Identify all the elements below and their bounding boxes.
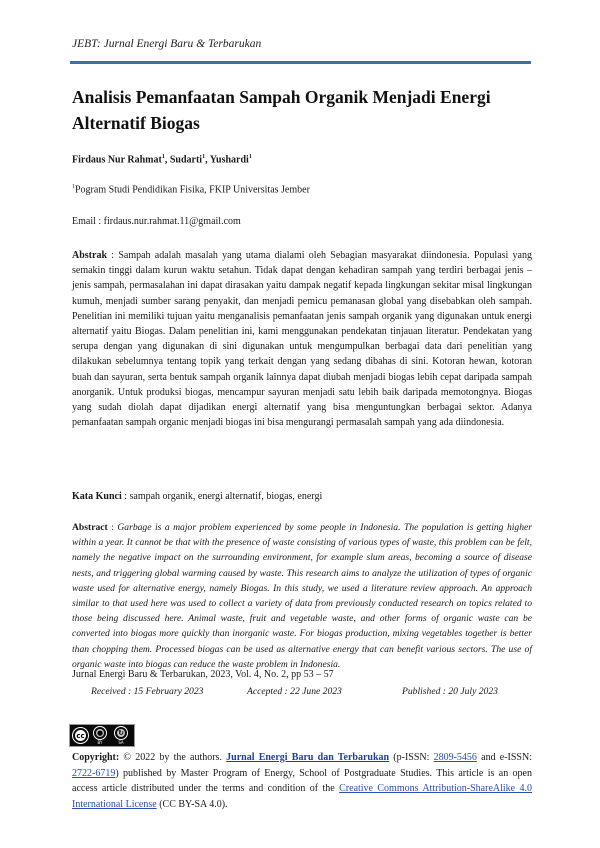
affiliation-mark: 1 (72, 184, 75, 190)
journal-link[interactable]: Jurnal Energi Baru dan Terbarukan (226, 752, 390, 763)
license-link[interactable]: Creative Commons Attribution-ShareAlike 4.0 International License (72, 783, 532, 810)
received-date: Received : 15 February 2023 (91, 686, 204, 697)
keywords-text: : sampah organik, energi alternatif, biogas, energi (121, 491, 323, 502)
p-issn-label: (p-ISSN: (389, 752, 434, 763)
copyright-body: ) published by Master Program of Energy, School of Postgraduate Studies. This article is an open access article distributed under the terms and condition of the (72, 767, 532, 794)
sa-label: SA (118, 740, 124, 745)
affiliation-text: Pogram Studi Pendidikan Fisika, FKIP Universitas Jember (75, 184, 310, 196)
p-issn-link[interactable]: 2809-5456 (433, 752, 477, 763)
author-name: Firdaus Nur Rahmat (72, 154, 162, 166)
abstrak-text: : Sampah adalah masalah yang utama dialami oleh Sebagian masyarakat diindonesia. Populasi yang semakin tinggi dalam kurun waktu setahun. Tidak dapat dengan kehadiran sampah yang terdiri berbagai jenis – jenis sampah, permasalahan ini dapat dirasakan yaitu dampak negatif kepada lingkungan sekitar misal lingkungan kumuh, menjadi sumber sarang penyakit, dan menjadi pemicu pemanasan global yang disebabkan oleh sampah. Penelitian ini memiliki tujuan yaitu menganalisis pemanfaatan jenis sampah organik yang digunakan untuk energi alternatif yaitu Biogas. Dalam penelitian ini, kami menggunakan pendekatan tinjauan literatur. Pendekatan yang serupa dengan yang digunakan di sini digunakan untuk mengumpulkan berbagai data dari penelitian yang dilakukan sebelumnya tentang topik yang terkait dengan yang sedang dibahas di sini. Kotoran hewan, kotoran buah dan sayuran, serta bentuk sampah organik lainnya dapat diubah menjadi biogas lebih cepat daripada sampah anorganik. Untuk produksi biogas, mencampur sayuran menjadi satu lebih baik daripada memotongnya. Biogas yang sudah diolah dapat dijadikan energi alternatif yang bisa menguntungkan berbagai sektor. Adanya pemanfaatan sampah organic menjadi biogas ini bisa mengurangi permasalah sampah yang ada diindonesia. (72, 250, 532, 429)
abstrak-indonesian (72, 248, 532, 430)
sa-section (112, 725, 130, 746)
attribution-icon: ● (94, 727, 106, 739)
cc-by-sa-license-badge[interactable] (69, 724, 135, 747)
copyright-label: Copyright: (72, 752, 120, 763)
keywords (72, 489, 532, 504)
author-affil-mark: 1 (248, 154, 252, 160)
abstract-separator: : (107, 522, 118, 533)
abstract-text: Garbage is a major problem experienced by some people in Indonesia. The population is getting higher within a year. It cannot be that with the presence of waste consisting of various types of waste, this problem can be felt, namely the negative impact on the surrounding environment, for example slum areas, becoming a source of disease nests, and triggering global warming caused by waste. This research aims to analyze the utilization of types of organic waste used for alternative energy, namely Biogas. In this study, we used a literature review approach. An approach similar to that used here was used to collect a variety of data from previously conducted research on topics related to those being discussed here. Animal waste, fruit and vegetable waste, and other forms of organic waste can be converted into biogas more quickly than inorganic waste. For biogas production, mixing vegetables together is better than chopping them. Processed biogas can be used as alternative energy that can benefit various sectors. The use of organic waste into biogas can reduce the waste problem in Indonesia. (72, 522, 532, 670)
author-email: Email : firdaus.nur.rahmat.11@gmail.com (72, 216, 241, 227)
header-rule (70, 61, 531, 64)
keywords-label: Kata Kunci (72, 491, 122, 502)
title-line-2: Alternatif Biogas (72, 113, 200, 133)
author-name: Yushardi (209, 154, 249, 166)
title-line-1: Analisis Pemanfaatan Sampah Organik Menjadi Energi (72, 87, 491, 107)
abstract-english (72, 520, 532, 672)
running-head: JEBT: Jurnal Energi Baru & Terbarukan (72, 38, 262, 50)
e-issn-link[interactable]: 2722-6719 (72, 767, 116, 779)
published-date: Published : 20 July 2023 (402, 686, 498, 697)
journal-citation: Jurnal Energi Baru & Terbarukan, 2023, Vol. 4, No. 2, pp 53 – 57 (72, 669, 334, 680)
paper-title (72, 84, 532, 136)
abstract-label: Abstract (72, 522, 108, 533)
license-abbrev: (CC BY-SA 4.0). (156, 798, 228, 810)
accepted-date: Accepted : 22 June 2023 (247, 686, 342, 697)
copyright-notice (72, 750, 532, 812)
creative-commons-icon: cc (73, 728, 88, 743)
by-label: BY (97, 740, 103, 745)
author-affil-mark: 1 (202, 154, 206, 160)
by-section (91, 725, 109, 746)
e-issn-label: and e-ISSN: (476, 752, 532, 763)
author-name: Sudarti (169, 154, 203, 166)
affiliation (72, 184, 310, 195)
author-list: Firdaus Nur Rahmat$^1$, Sudarti$^1$, Yushardi$^1$ (72, 154, 252, 166)
author-affil-mark: 1 (161, 154, 165, 160)
abstrak-label: Abstrak (72, 250, 108, 261)
copyright-text: © 2022 by the authors. (119, 752, 227, 763)
share-alike-icon: ↻ (115, 727, 127, 739)
